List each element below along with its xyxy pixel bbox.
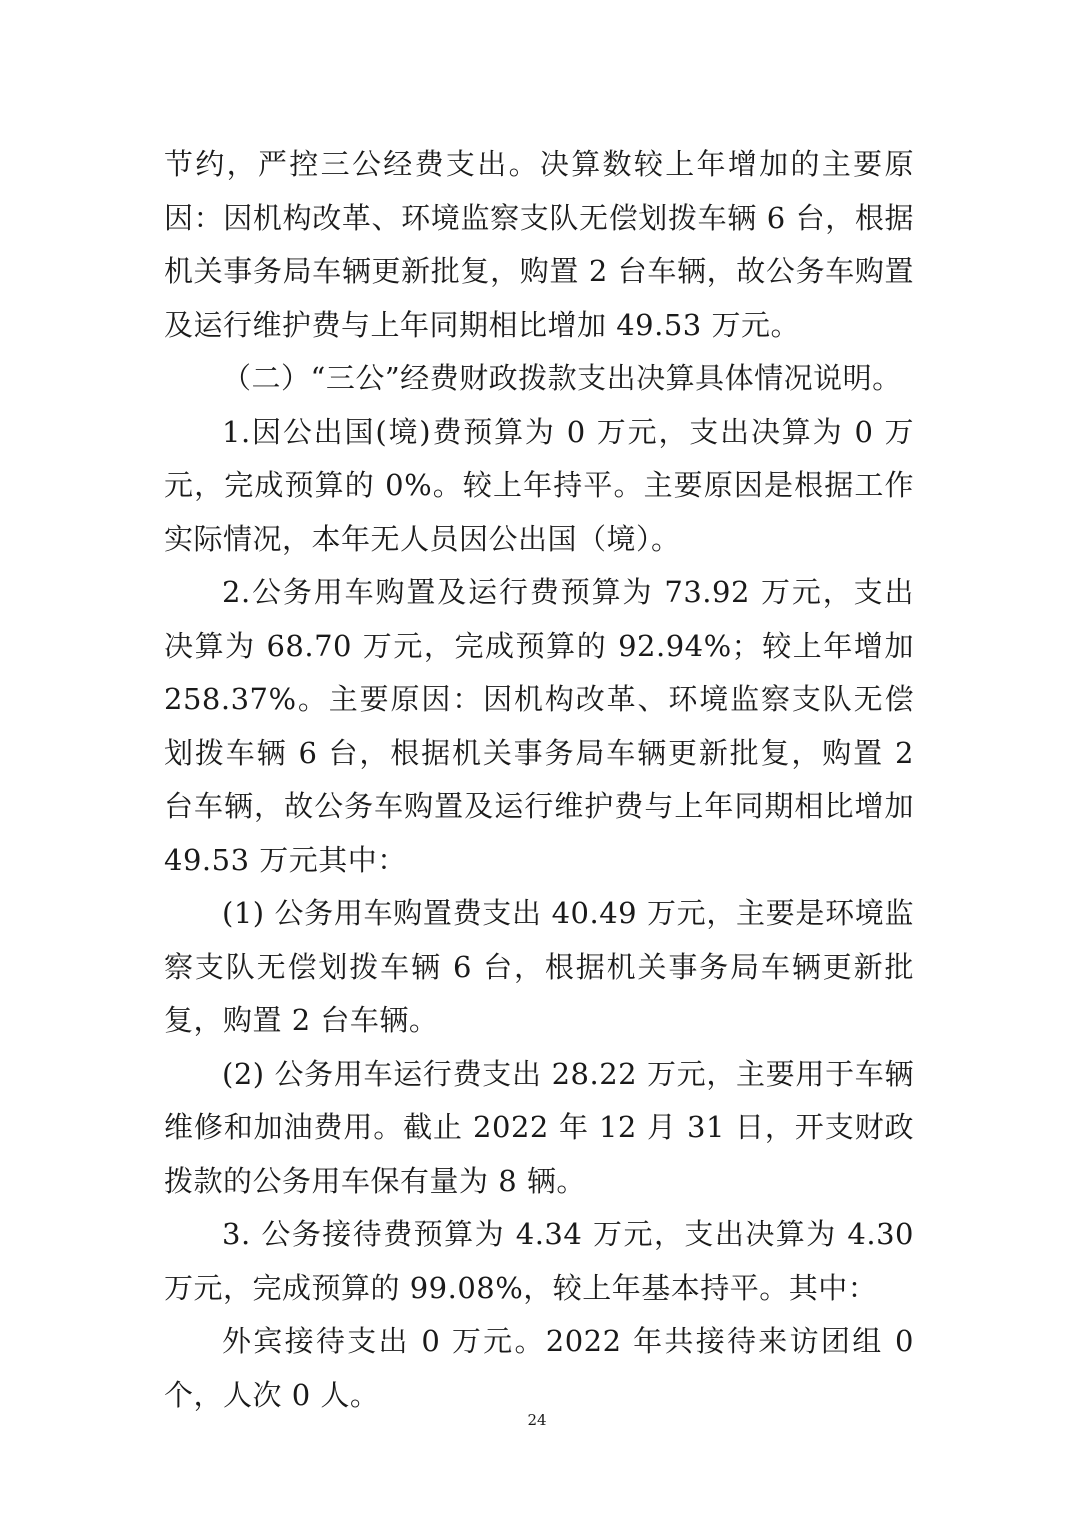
paragraph-continuation: 节约，严控三公经费支出。决算数较上年增加的主要原因：因机构改革、环境监察支队无偿划拨车辆 6 台，根据机关事务局车辆更新批复，购置 2 台车辆，故公务车购置及运行维护费与上年同期相比增加 49.53 万元。 bbox=[164, 147, 914, 342]
paragraph-vehicle-operation: (2) 公务用车运行费支出 28.22 万元，主要用于车辆维修和加油费用。截止 2022 年 12 月 31 日，开支财政拨款的公务用车保有量为 8 辆。 bbox=[164, 1056, 914, 1198]
paragraph-vehicle-purchase: (1) 公务用车购置费支出 40.49 万元，主要是环境监察支队无偿划拨车辆 6 台，根据机关事务局车辆更新批复，购置 2 台车辆。 bbox=[164, 896, 914, 1037]
section-heading-sangong-details: （二）“三公”经费财政拨款支出决算具体情况说明。 bbox=[222, 361, 902, 395]
page-number: 24 bbox=[527, 1411, 547, 1429]
paragraph-vehicle-expenses: 2.公务用车购置及运行费预算为 73.92 万元，支出决算为 68.70 万元，完成预算的 92.94%；较上年增加 258.37%。主要原因：因机构改革、环境监察支队无偿划拨车辆 6 台，根据机关事务局车辆更新批复，购置 2 台车辆，故公务车购置及运行维护费与上年同期相比增加 49.53 万元其中： bbox=[164, 575, 914, 877]
paragraph-foreign-reception: 外宾接待支出 0 万元。2022 年共接待来访团组 0 个，人次 0 人。 bbox=[164, 1324, 914, 1412]
paragraph-overseas-travel: 1.因公出国(境)费预算为 0 万元，支出决算为 0 万元，完成预算的 0%。较上年持平。主要原因是根据工作实际情况，本年无人员因公出国（境）。 bbox=[164, 414, 914, 556]
body-text bbox=[164, 138, 914, 1422]
paragraph-reception-expenses: 3. 公务接待费预算为 4.34 万元，支出决算为 4.30 万元，完成预算的 99.08%，较上年基本持平。其中： bbox=[164, 1217, 914, 1305]
